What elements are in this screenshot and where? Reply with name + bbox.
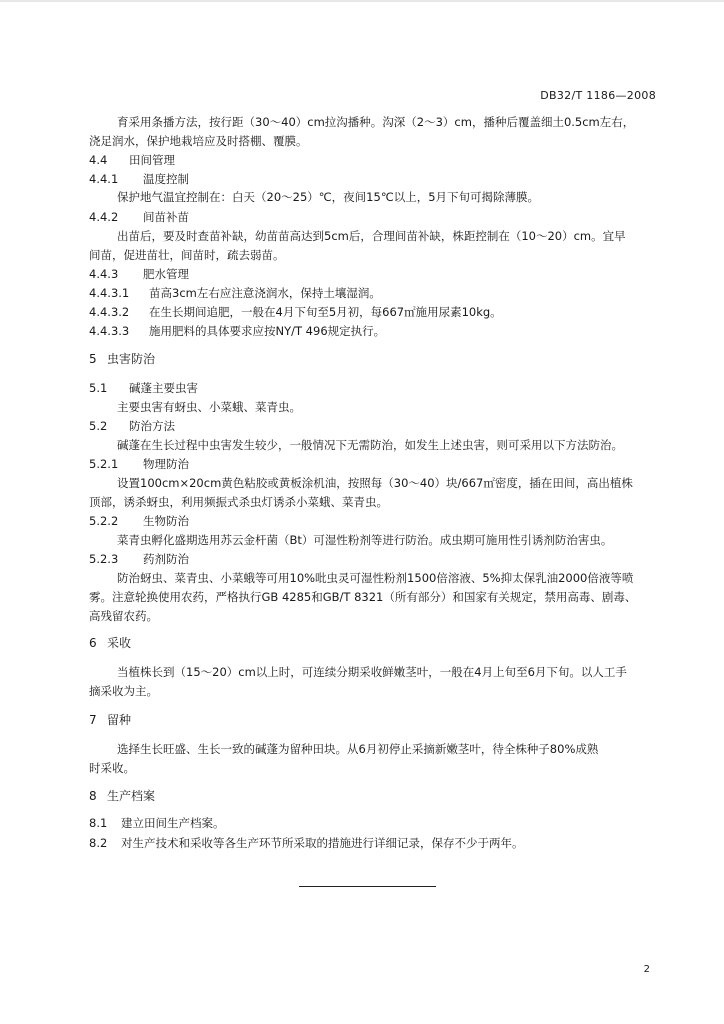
paragraph-line: 育采用条播方法，按行距（30～40）cm拉沟播种。沟深（2～3）cm，播种后覆盖细土0.5cm左右， [117, 115, 635, 129]
scan-edge [0, 0, 724, 2]
section-heading: 4.4 田间管理 [89, 153, 175, 167]
section-heading: 4.4.2 间苗补苗 [89, 210, 189, 224]
section-heading: 5.1 碱蓬主要虫害 [89, 381, 198, 395]
end-rule [299, 886, 436, 887]
paragraph-line: 间苗，促进苗壮，间苗时，疏去弱苗。 [89, 248, 285, 262]
clause: 4.4.3.2 在生长期间追肥，一般在4月下旬至5月初，每667㎡施用尿素10kg。 [89, 305, 502, 319]
paragraph-line: 当植株长到（15～20）cm以上时，可连续分期采收鲜嫩茎叶，一般在4月上旬至6月下旬。以人工手 [117, 665, 627, 679]
paragraph-line: 高残留农药。 [89, 609, 158, 623]
paragraph-line: 菜青虫孵化盛期选用苏云金杆菌（Bt）可湿性粉剂等进行防治。成虫期可施用性引诱剂防治害虫。 [117, 533, 613, 547]
chapter-heading: 6 采收 [89, 636, 132, 650]
paragraph-line: 保护地气温宜控制在：白天（20～25）℃，夜间15℃以上，5月下旬可揭除薄膜。 [117, 190, 540, 204]
paragraph-line: 防治蚜虫、菜青虫、小菜蛾等可用10%吡虫灵可湿性粉剂1500倍溶液、5%抑太保乳油2000倍液等喷 [117, 571, 634, 585]
standard-number: DB32/T 1186—2008 [540, 89, 656, 102]
section-heading: 8.2 对生产技术和采收等各生产环节所采取的措施进行详细记录，保存不少于两年。 [89, 836, 524, 850]
section-heading: 5.2.2 生物防治 [89, 514, 189, 528]
paragraph-line: 出苗后，要及时查苗补缺，幼苗苗高达到5cm后，合理间苗补缺，株距控制在（10～20）cm。宜早 [117, 229, 626, 243]
page-number: 2 [643, 964, 650, 975]
paragraph-line: 浇足润水，保护地栽培应及时搭棚、覆膜。 [89, 134, 308, 148]
chapter-heading: 5 虫害防治 [89, 352, 156, 366]
clause: 4.4.3.1 苗高3cm左右应注意浇润水，保持土壤湿润。 [89, 286, 381, 300]
section-heading: 4.4.1 温度控制 [89, 172, 189, 186]
section-heading: 5.2.3 药剂防治 [89, 552, 189, 566]
chapter-heading: 7 留种 [89, 713, 132, 727]
clause: 4.4.3.3 施用肥料的具体要求应按NY/T 496规定执行。 [89, 324, 386, 338]
section-heading: 8.1 建立田间生产档案。 [89, 816, 225, 830]
section-heading: 4.4.3 肥水管理 [89, 267, 189, 281]
paragraph-line: 雾。注意轮换使用农药，严格执行GB 4285和GB/T 8321（所有部分）和国家有关规定，禁用高毒、剧毒、 [89, 590, 637, 604]
paragraph-line: 摘采收为主。 [89, 684, 158, 698]
section-heading: 5.2 防治方法 [89, 419, 175, 433]
paragraph-line: 碱蓬在生长过程中虫害发生较少，一般情况下无需防治，如发生上述虫害，则可采用以下方法防治。 [117, 438, 623, 452]
paragraph-line: 主要虫害有蚜虫、小菜蛾、菜青虫。 [117, 400, 301, 414]
paragraph-line: 时采收。 [89, 761, 135, 775]
paragraph-line: 选择生长旺盛、生长一致的碱蓬为留种田块。从6月初停止采摘新嫩茎叶，待全株种子80%成熟 [117, 742, 599, 756]
paragraph-line: 设置100cm×20cm黄色粘胶或黄板涂机油，按照每（30～40）块/667㎡密度，插在田间，高出植株 [117, 476, 633, 490]
chapter-heading: 8 生产档案 [89, 789, 156, 803]
section-heading: 5.2.1 物理防治 [89, 457, 189, 471]
paragraph-line: 顶部，诱杀蚜虫，利用频振式杀虫灯诱杀小菜蛾、菜青虫。 [89, 495, 388, 509]
